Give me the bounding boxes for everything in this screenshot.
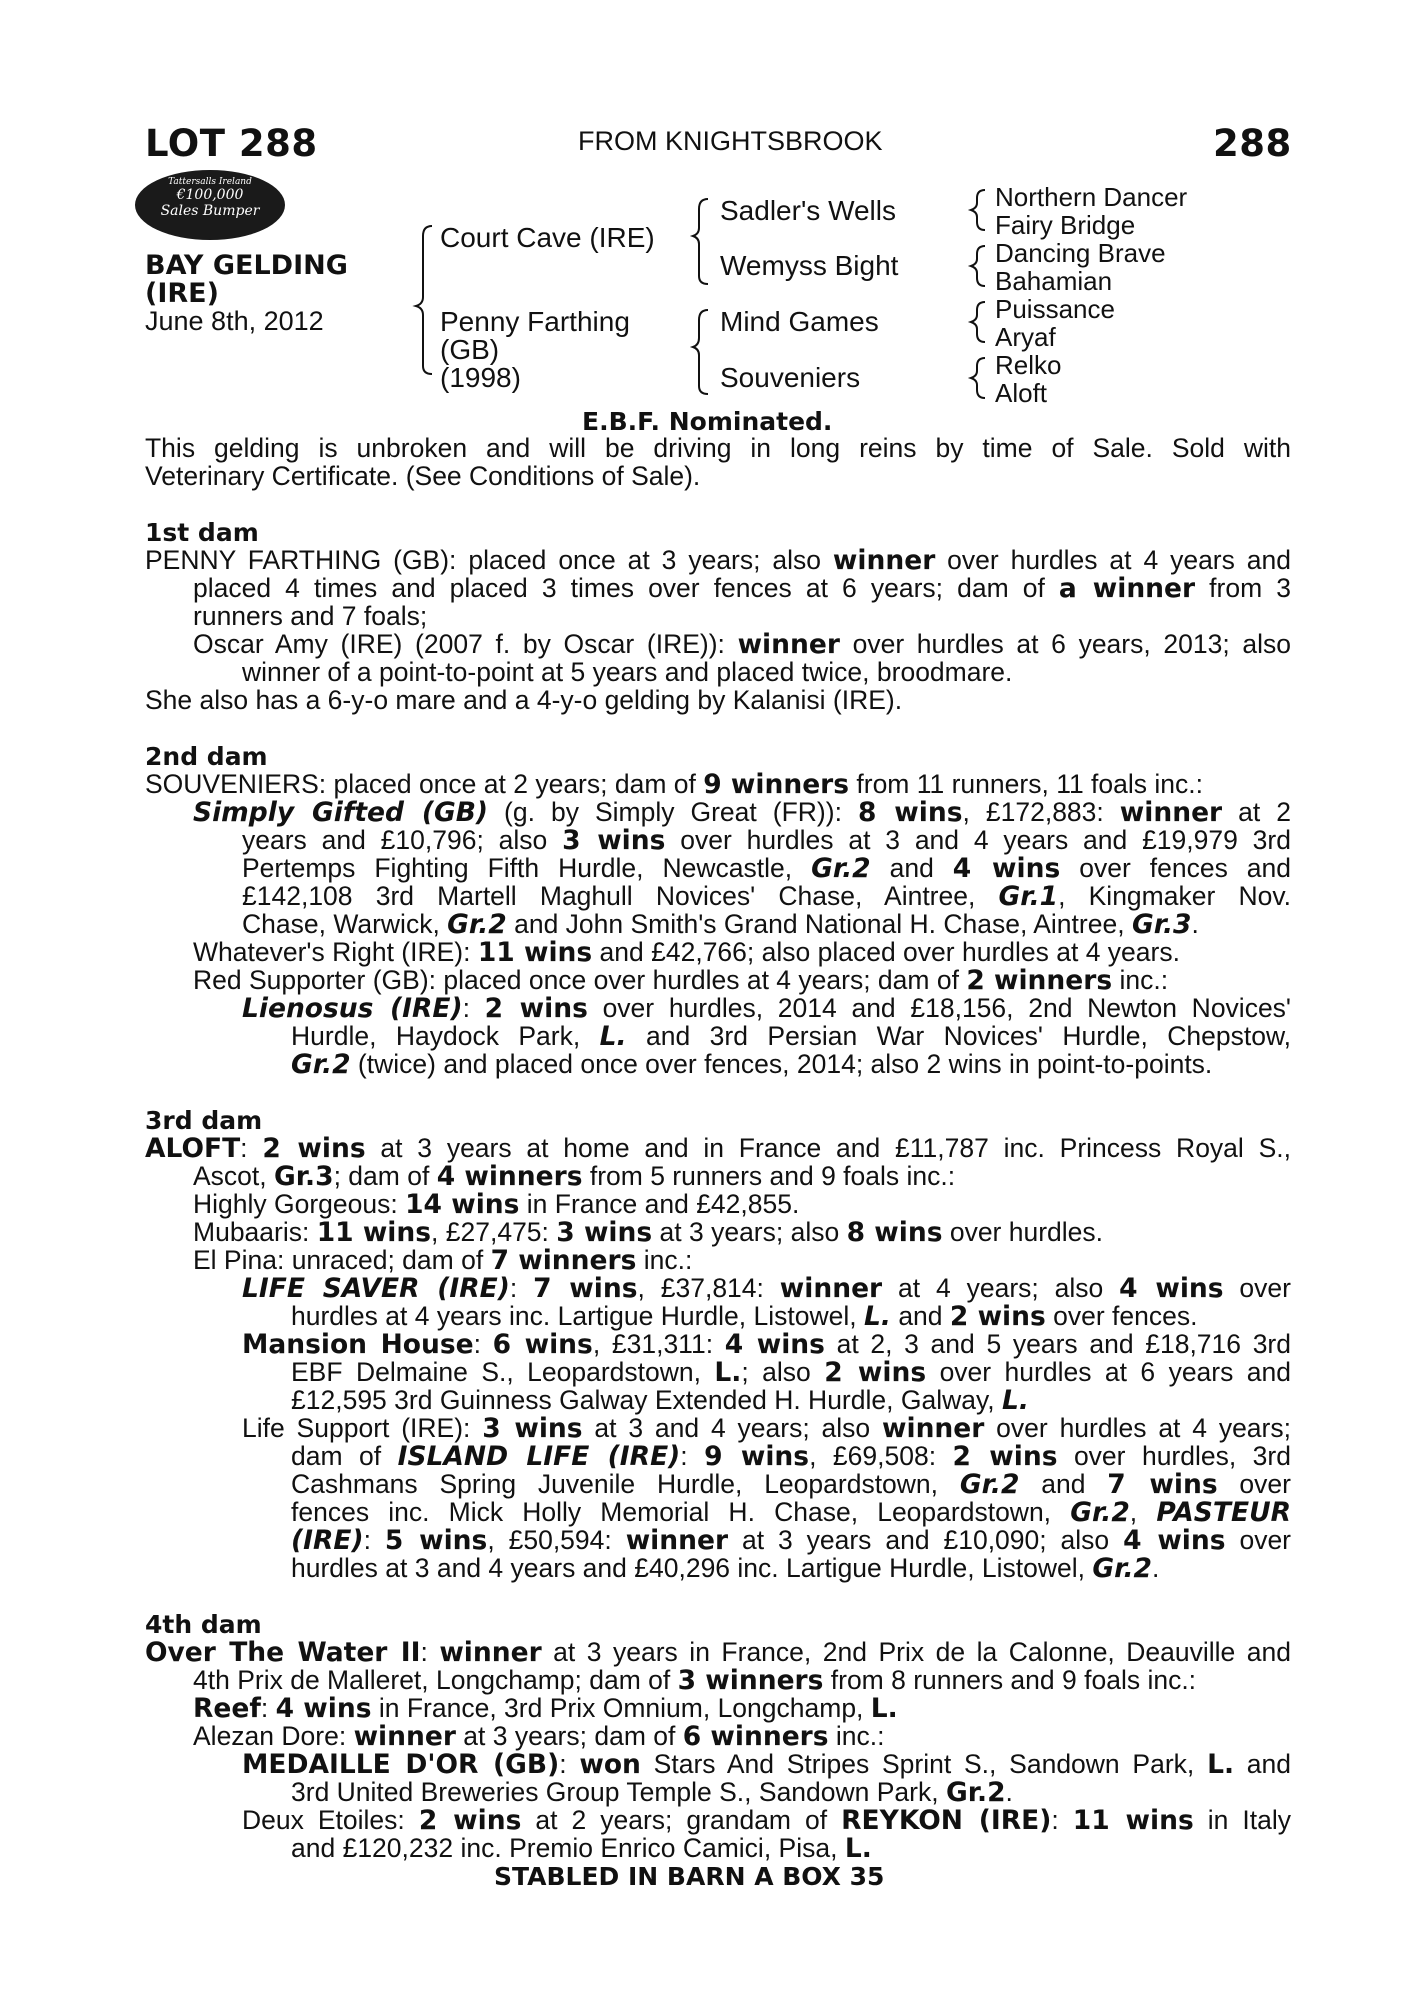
section-4th-dam: 4th dam (145, 1610, 262, 1639)
horse-description: BAY GELDING (IRE) (145, 250, 348, 309)
pedigree-brackets (0, 0, 1428, 420)
fourth-dam-line: Deux Etoiles: 2 wins at 2 years; grandam of REYKON (IRE): 11 wins in Italy (242, 1805, 1291, 1836)
second-dam-line: Pertemps Fighting Fifth Hurdle, Newcastle, Gr.2 and 4 wins over fences and (242, 853, 1291, 884)
dam-sire: Mind Games (720, 306, 879, 337)
second-dam-line: Gr.2 (twice) and placed once over fences, 2014; also 2 wins in point-to-points. (291, 1049, 1213, 1080)
fourth-dam-line: 3rd United Breweries Group Temple S., Sandown Park, Gr.2. (291, 1777, 1013, 1808)
section-1st-dam: 1st dam (145, 518, 259, 547)
third-dam-line: fences inc. Mick Holly Memorial H. Chase, Leopardstown, Gr.2, PASTEUR (291, 1497, 1291, 1528)
third-dam-line: Life Support (IRE): 3 wins at 3 and 4 years; also winner over hurdles at 4 years; (242, 1413, 1291, 1444)
second-dam-line: Lienosus (IRE): 2 wins over hurdles, 2014 and £18,156, 2nd Newton Novices' (242, 993, 1291, 1024)
first-dam-line: placed 4 times and placed 3 times over fences at 6 years; dam of a winner from 3 (193, 573, 1291, 604)
section-2nd-dam: 2nd dam (145, 742, 268, 771)
second-dam-line: Red Supporter (GB): placed once over hurdles at 4 years; dam of 2 winners inc.: (193, 965, 1169, 996)
sire-sire: Sadler's Wells (720, 195, 896, 226)
ebf-nominated: E.B.F. Nominated. (582, 407, 833, 436)
dam: Penny Farthing (GB) (1998) (440, 306, 630, 393)
first-dam-line: winner of a point-to-point at 5 years and placed twice, broodmare. (242, 657, 1013, 687)
sales-bumper-badge: Tattersalls Ireland €100,000 Sales Bumper (135, 170, 285, 240)
fourth-dam-line: 4th Prix de Malleret, Longchamp; dam of 3 winners from 8 runners and 9 foals inc.: (193, 1665, 1197, 1696)
sire: Court Cave (IRE) (440, 222, 655, 253)
stabling-info: STABLED IN BARN A BOX 35 (494, 1862, 885, 1891)
third-dam-line: ALOFT: 2 wins at 3 years at home and in France and £11,787 inc. Princess Royal S., (145, 1133, 1291, 1164)
third-dam-line: Mubaaris: 11 wins, £27,475: 3 wins at 3 years; also 8 wins over hurdles. (193, 1217, 1104, 1248)
second-dam-line: £142,108 3rd Martell Maghull Novices' Chase, Aintree, Gr.1, Kingmaker Nov. (242, 881, 1291, 912)
third-dam-line: £12,595 3rd Guinness Galway Extended H. Hurdle, Galway, L. (291, 1385, 1029, 1416)
lot-title: LOT 288 (145, 122, 318, 165)
third-dam-line: Cashmans Spring Juvenile Hurdle, Leopardstown, Gr.2 and 7 wins over (291, 1469, 1291, 1500)
fourth-dam-line: Over The Water II: winner at 3 years in France, 2nd Prix de la Calonne, Deauville and (145, 1637, 1292, 1668)
lot-number: 288 (1213, 122, 1292, 165)
third-dam-line: El Pina: unraced; dam of 7 winners inc.: (193, 1245, 693, 1276)
second-dam-line: Chase, Warwick, Gr.2 and John Smith's Grand National H. Chase, Aintree, Gr.3. (242, 909, 1199, 940)
third-dam-line: EBF Delmaine S., Leopardstown, L.; also 2 wins over hurdles at 6 years and (291, 1357, 1292, 1388)
intro-line-1: This gelding is unbroken and will be driving in long reins by time of Sale. Sold with (145, 433, 1291, 463)
third-dam-line: Mansion House: 6 wins, £31,311: 4 wins at 2, 3 and 5 years and £18,716 3rd (242, 1329, 1291, 1360)
third-dam-line: LIFE SAVER (IRE): 7 wins, £37,814: winner at 4 years; also 4 wins over (242, 1273, 1291, 1304)
third-dam-line: hurdles at 3 and 4 years and £40,296 inc. Lartigue Hurdle, Listowel, Gr.2. (291, 1553, 1160, 1584)
third-dam-line: Ascot, Gr.3; dam of 4 winners from 5 runners and 9 foals inc.: (193, 1161, 956, 1192)
second-dam-line: years and £10,796; also 3 wins over hurdles at 3 and 4 years and £19,979 3rd (242, 825, 1291, 856)
dam-dam: Souveniers (720, 362, 861, 393)
horse-dob: June 8th, 2012 (145, 306, 324, 336)
section-3rd-dam: 3rd dam (145, 1106, 263, 1135)
fourth-dam-line: Alezan Dore: winner at 3 years; dam of 6 winners inc.: (193, 1721, 885, 1752)
second-dam-line: Simply Gifted (GB) (g. by Simply Great (FR)): 8 wins, £172,883: winner at 2 (193, 797, 1291, 828)
fourth-dam-line: Reef: 4 wins in France, 3rd Prix Omnium, Longchamp, L. (193, 1693, 898, 1724)
first-dam-line: She also has a 6-y-o mare and a 4-y-o gelding by Kalanisi (IRE). (145, 685, 903, 715)
fourth-dam-line: and £120,232 inc. Premio Enrico Camici, Pisa, L. (291, 1833, 872, 1864)
vendor: FROM KNIGHTSBROOK (578, 126, 883, 156)
third-dam-line: (IRE): 5 wins, £50,594: winner at 3 years and £10,090; also 4 wins over (291, 1525, 1292, 1556)
third-dam-line: hurdles at 4 years inc. Lartigue Hurdle, Listowel, L. and 2 wins over fences. (291, 1301, 1198, 1332)
first-dam-line: PENNY FARTHING (GB): placed once at 3 years; also winner over hurdles at 4 years and (145, 545, 1291, 576)
second-dam-line: Hurdle, Haydock Park, L. and 3rd Persian War Novices' Hurdle, Chepstow, (291, 1021, 1291, 1052)
second-dam-line: SOUVENIERS: placed once at 2 years; dam of 9 winners from 11 runners, 11 foals inc.: (145, 769, 1204, 800)
intro-line-2: Veterinary Certificate. (See Conditions of Sale). (145, 461, 701, 491)
first-dam-line: runners and 7 foals; (193, 601, 428, 631)
third-dam-line: dam of ISLAND LIFE (IRE): 9 wins, £69,508: 2 wins over hurdles, 3rd (291, 1441, 1291, 1472)
third-dam-line: Highly Gorgeous: 14 wins in France and £42,855. (193, 1189, 800, 1220)
grandparents: Northern Dancer Fairy Bridge Dancing Brave Bahamian Puissance Aryaf Relko Aloft (995, 182, 1188, 408)
sire-dam: Wemyss Bight (720, 250, 899, 281)
second-dam-line: Whatever's Right (IRE): 11 wins and £42,766; also placed over hurdles at 4 years. (193, 937, 1180, 968)
fourth-dam-line: MEDAILLE D'OR (GB): won Stars And Stripes Sprint S., Sandown Park, L. and (242, 1749, 1291, 1780)
first-dam-line: Oscar Amy (IRE) (2007 f. by Oscar (IRE)): winner over hurdles at 6 years, 2013; also (193, 629, 1291, 660)
